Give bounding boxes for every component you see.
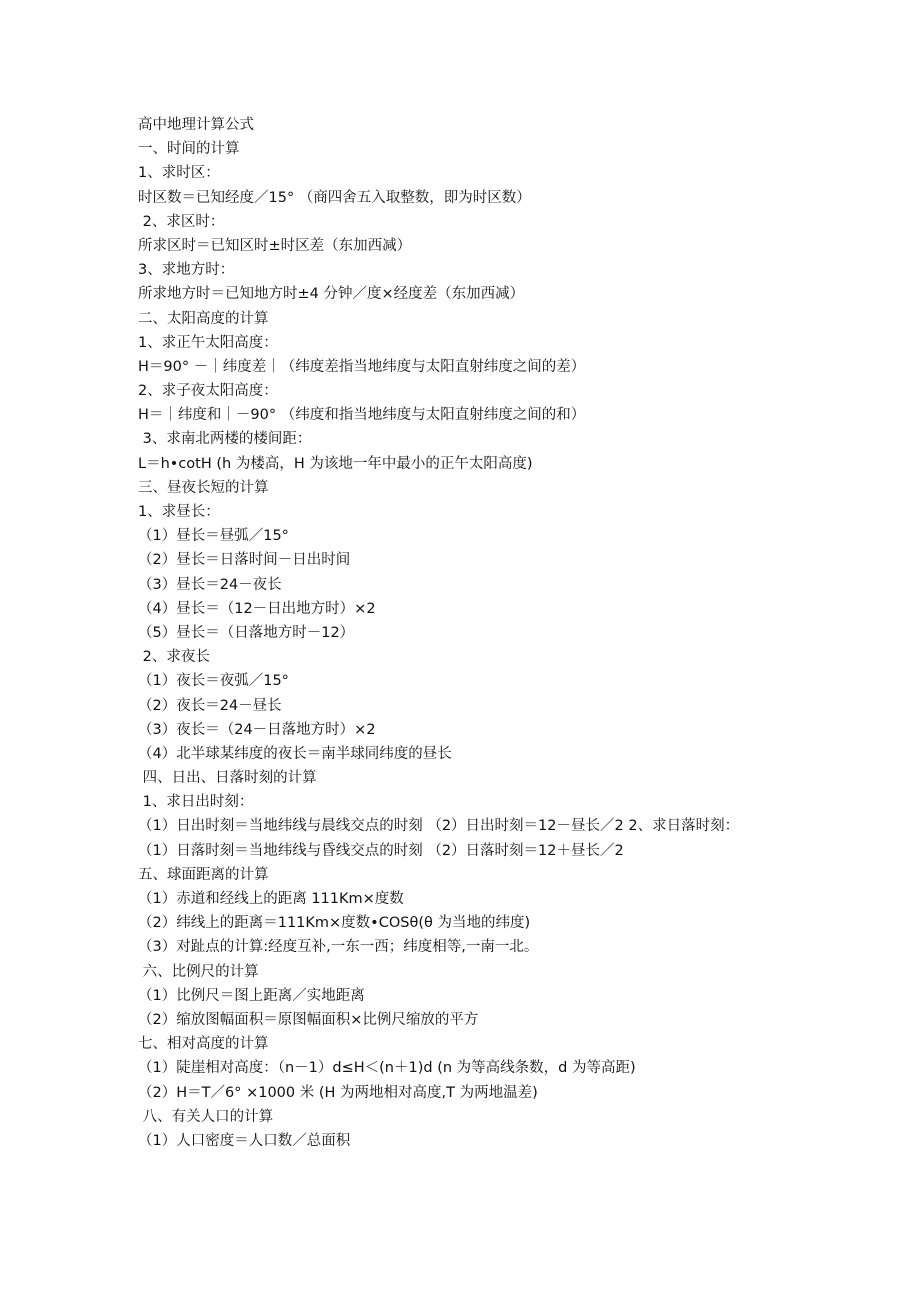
formula-line: （3）夜长＝（24－日落地方时）×2 [138, 721, 376, 738]
formula-line: （2）H＝T／6° ×1000 米 (H 为两地相对高度,T 为两地温差) [138, 1084, 538, 1101]
subheading: 2、求子夜太阳高度： [138, 383, 278, 400]
subheading: 1、求日出时刻： [138, 794, 254, 811]
section-heading: 二、太阳高度的计算 [138, 310, 269, 327]
section-heading: 四、日出、日落时刻的计算 [138, 770, 317, 787]
section-heading: 七、相对高度的计算 [138, 1036, 269, 1053]
formula-line: H＝｜纬度和｜－90° （纬度和指当地纬度与太阳直射纬度之间的和） [138, 407, 586, 424]
subheading: 1、求时区： [138, 165, 220, 182]
section-heading: 一、时间的计算 [138, 141, 240, 158]
formula-line: （1）夜长＝夜弧／15° [138, 673, 289, 690]
formula-line: （1）比例尺＝图上距离／实地距离 [138, 987, 365, 1004]
subheading: 2、求区时： [138, 213, 225, 230]
formula-line: （5）昼长＝（日落地方时－12） [138, 624, 355, 641]
section-heading: 八、有关人口的计算 [138, 1108, 274, 1125]
subheading: 2、求夜长 [138, 649, 210, 666]
formula-line: （2）夜长＝24－昼长 [138, 697, 282, 714]
subheading: 1、求昼长： [138, 504, 220, 520]
formula-line: 所求地方时＝已知地方时±4 分钟／度×经度差（东加西减） [138, 286, 525, 303]
section-heading: 三、昼夜长短的计算 [138, 479, 269, 496]
formula-line: （1）赤道和经线上的距离 111Km×度数 [138, 891, 404, 908]
subheading: 1、求正午太阳高度： [138, 334, 278, 351]
formula-line: （1）昼长＝昼弧／15° [138, 528, 289, 545]
formula-line: （1）日落时刻＝当地纬线与昏线交点的时刻 （2）日落时刻＝12＋昼长／2 [138, 842, 624, 859]
subheading: 3、求南北两楼的楼间距： [138, 431, 312, 448]
formula-line: （1）陡崖相对高度：（n－1）d≤H＜(n＋1)d (n 为等高线条数，d 为等高距) [138, 1060, 636, 1077]
formula-line: （1）日出时刻＝当地纬线与晨线交点的时刻 （2）日出时刻＝12－昼长／2 2、求日落时刻： [138, 818, 740, 835]
formula-line: （2）昼长＝日落时间－日出时间 [138, 552, 351, 569]
formula-line: （2）缩放图幅面积＝原图幅面积×比例尺缩放的平方 [138, 1011, 479, 1028]
formula-line: L＝h•cotH (h 为楼高，H 为该地一年中最小的正午太阳高度) [138, 455, 533, 472]
formula-line: H＝90° －｜纬度差｜（纬度差指当地纬度与太阳直射纬度之间的差） [138, 358, 586, 375]
formula-line: （1）人口密度＝人口数／总面积 [138, 1132, 351, 1149]
section-heading: 六、比例尺的计算 [138, 963, 259, 980]
subheading: 3、求地方时： [138, 262, 235, 279]
formula-line: 时区数＝已知经度／15° （商四舍五入取整数，即为时区数） [138, 189, 531, 206]
formula-line: （3）昼长＝24－夜长 [138, 576, 282, 593]
doc-title: 高中地理计算公式 [138, 117, 254, 133]
section-heading: 五、球面距离的计算 [138, 866, 269, 883]
formula-line: （3）对趾点的计算:经度互补,一东一西；纬度相等,一南一北。 [138, 939, 539, 956]
formula-line: （2）纬线上的距离＝111Km×度数•COSθ(θ 为当地的纬度) [138, 915, 531, 932]
document-body [138, 113, 780, 1153]
formula-line: （4）昼长＝（12－日出地方时）×2 [138, 600, 376, 617]
formula-line: （4）北半球某纬度的夜长＝南半球同纬度的昼长 [138, 745, 452, 762]
formula-line: 所求区时＝已知区时±时区差（东加西减） [138, 237, 412, 254]
